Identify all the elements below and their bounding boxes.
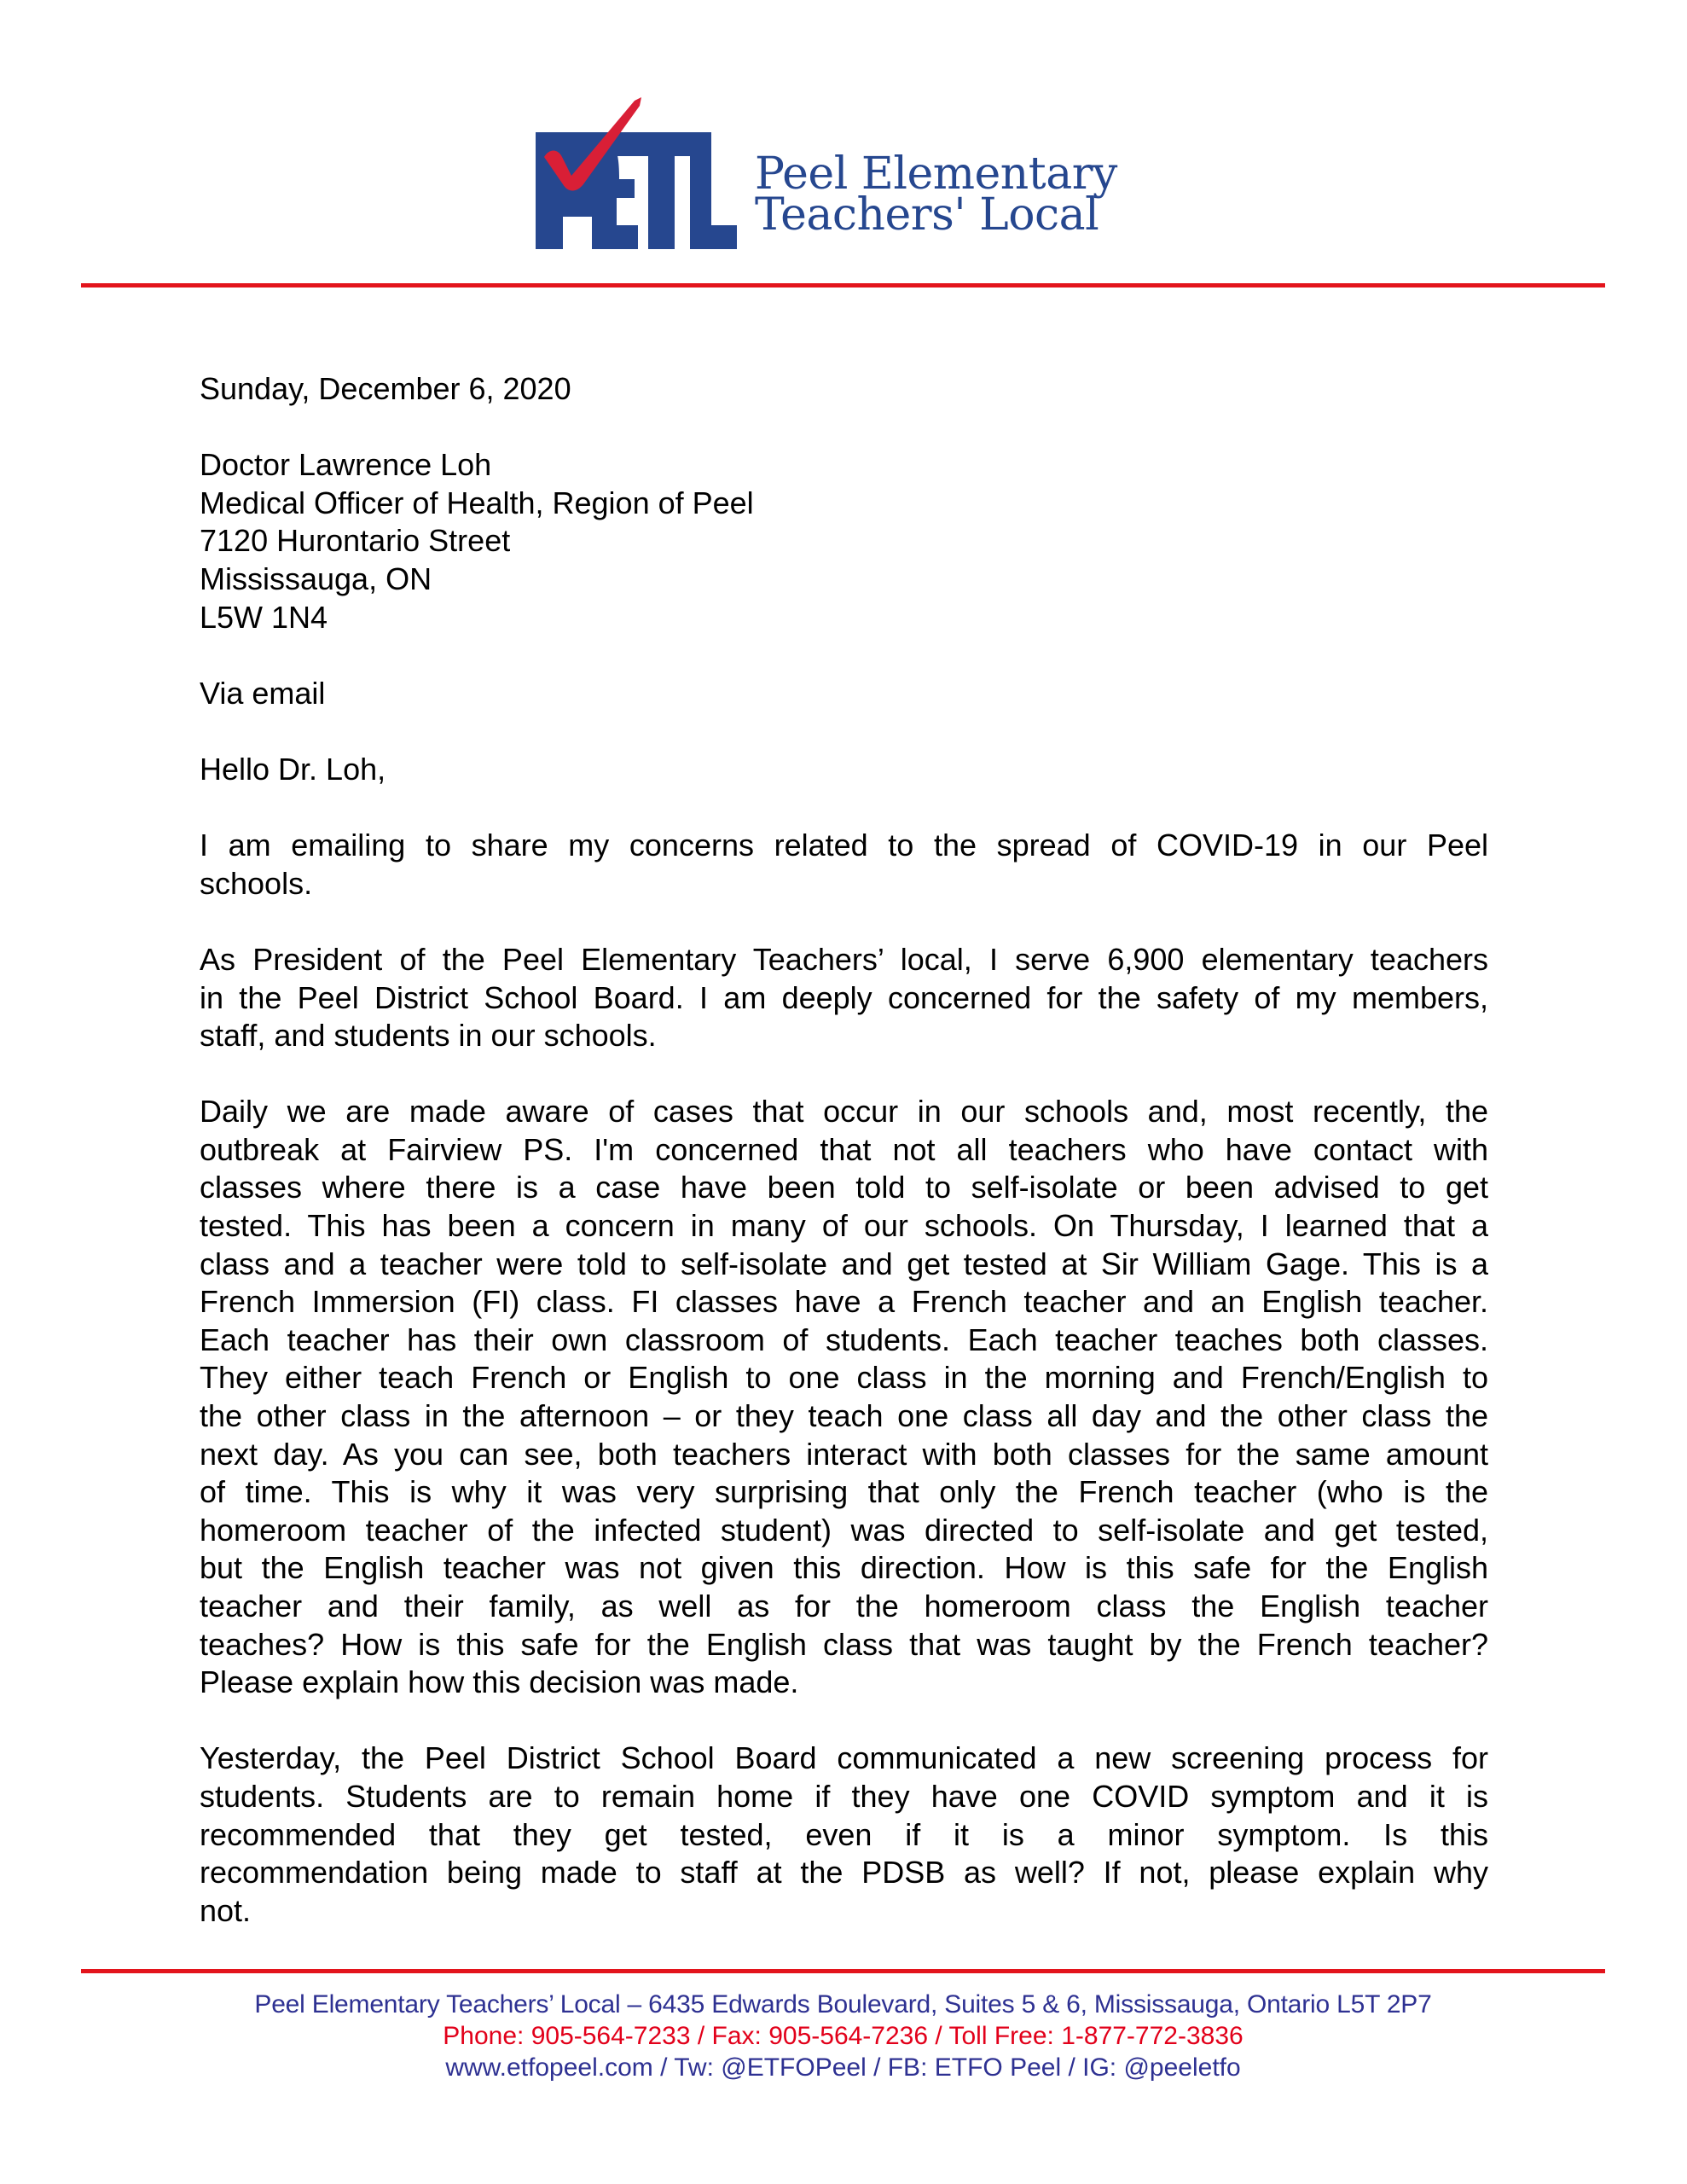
spacer xyxy=(200,903,1488,941)
org-name xyxy=(755,148,1117,241)
petl-logo-icon xyxy=(534,96,739,253)
paragraph-line: next day. As you can see, both teachers interact with both classes for the same amount xyxy=(200,1436,1488,1472)
spacer xyxy=(200,409,1488,447)
org-name-line1: Peel Elementary xyxy=(755,148,1117,200)
paragraph-3 xyxy=(200,1093,1488,1702)
paragraph-line: Yesterday, the Peel District School Board communicated a new screening process for xyxy=(200,1740,1488,1776)
recipient-name: Doctor Lawrence Loh xyxy=(200,447,492,483)
letter-date: Sunday, December 6, 2020 xyxy=(200,371,571,406)
spacer xyxy=(200,789,1488,828)
paragraph-line: recommendation being made to staff at the PDSB as well? If not, please explain why xyxy=(200,1855,1488,1891)
recipient-city: Mississauga, ON xyxy=(200,561,432,596)
letter-body xyxy=(200,370,1488,1930)
org-name-line2: Teachers' Local xyxy=(755,189,1099,241)
spacer xyxy=(200,1055,1488,1094)
recipient-title: Medical Officer of Health, Region of Peel xyxy=(200,485,754,520)
paragraph-line: recommended that they get tested, even if it is a minor symptom. Is this xyxy=(200,1816,1488,1852)
footer-social-links: www.etfopeel.com / Tw: @ETFOPeel / FB: ETFO Peel / IG: @peeletfo xyxy=(445,2053,1241,2082)
recipient-postal: L5W 1N4 xyxy=(200,599,328,635)
footer-contact: Phone: 905-564-7233 / Fax: 905-564-7236 / Toll Free: 1-877-772-3836 xyxy=(443,2022,1244,2050)
paragraph-line: tested. This has been a concern in many of our schools. On Thursday, I learned that a xyxy=(200,1208,1488,1244)
spacer xyxy=(200,1702,1488,1740)
paragraph-line: Please explain how this decision was made. xyxy=(200,1664,799,1700)
paragraph-line: classes where there is a case have been told to self-isolate or been advised to get xyxy=(200,1170,1488,1205)
paragraph-line: in the Peel District School Board. I am deeply concerned for the safety of my members, xyxy=(200,979,1488,1015)
paragraph-line: students. Students are to remain home if they have one COVID symptom and it is xyxy=(200,1778,1488,1814)
header-divider xyxy=(81,283,1605,288)
spacer xyxy=(200,636,1488,675)
paragraph-1 xyxy=(200,827,1488,903)
paragraph-line: class and a teacher were told to self-isolate and get tested at Sir William Gage. This is a xyxy=(200,1246,1488,1281)
paragraph-line: staff, and students in our schools. xyxy=(200,1018,657,1054)
paragraph-line: of time. This is why it was very surprising that only the French teacher (who is the xyxy=(200,1474,1488,1510)
spacer xyxy=(200,712,1488,751)
paragraph-4 xyxy=(200,1740,1488,1930)
paragraph-line: teacher and their family, as well as for the homeroom class the English teacher xyxy=(200,1589,1488,1623)
letter-footer xyxy=(81,1989,1605,2083)
footer-address: Peel Elementary Teachers’ Local – 6435 Edwards Boulevard, Suites 5 & 6, Mississauga, Ontario L5T 2P7 xyxy=(254,1990,1432,2018)
recipient-street: 7120 Hurontario Street xyxy=(200,523,511,559)
paragraph-line: not. xyxy=(200,1892,252,1928)
paragraph-line: Daily we are made aware of cases that occur in our schools and, most recently, the xyxy=(200,1094,1488,1130)
paragraph-line: Each teacher has their own classroom of students. Each teacher teaches both classes. xyxy=(200,1321,1488,1357)
paragraph-line: homeroom teacher of the infected student) was directed to self-isolate and get tested, xyxy=(200,1512,1488,1548)
paragraph-line: They either teach French or English to one class in the morning and French/English to xyxy=(200,1360,1488,1396)
paragraph-line: teaches? How is this safe for the English class that was taught by the French teacher? xyxy=(200,1626,1488,1662)
paragraph-line: outbreak at Fairview PS. I'm concerned that not all teachers who have contact with xyxy=(200,1131,1488,1167)
recipient-address xyxy=(200,446,1488,636)
paragraph-2 xyxy=(200,941,1488,1055)
paragraph-line: French Immersion (FI) class. FI classes have a French teacher and an English teacher. xyxy=(200,1284,1488,1320)
paragraph-line: the other class in the afternoon – or they teach one class all day and the other class the xyxy=(200,1398,1488,1434)
paragraph-line: As President of the Peel Elementary Teachers’ local, I serve 6,900 elementary teachers xyxy=(200,941,1488,977)
letterhead-logo xyxy=(534,96,1165,253)
paragraph-line: but the English teacher was not given this direction. How is this safe for the English xyxy=(200,1550,1488,1586)
delivery-method: Via email xyxy=(200,675,326,711)
paragraph-line: I am emailing to share my concerns related to the spread of COVID-19 in our Peel xyxy=(200,828,1488,863)
paragraph-line: schools. xyxy=(200,865,313,901)
salutation: Hello Dr. Loh, xyxy=(200,751,386,787)
footer-divider xyxy=(81,1969,1605,1973)
